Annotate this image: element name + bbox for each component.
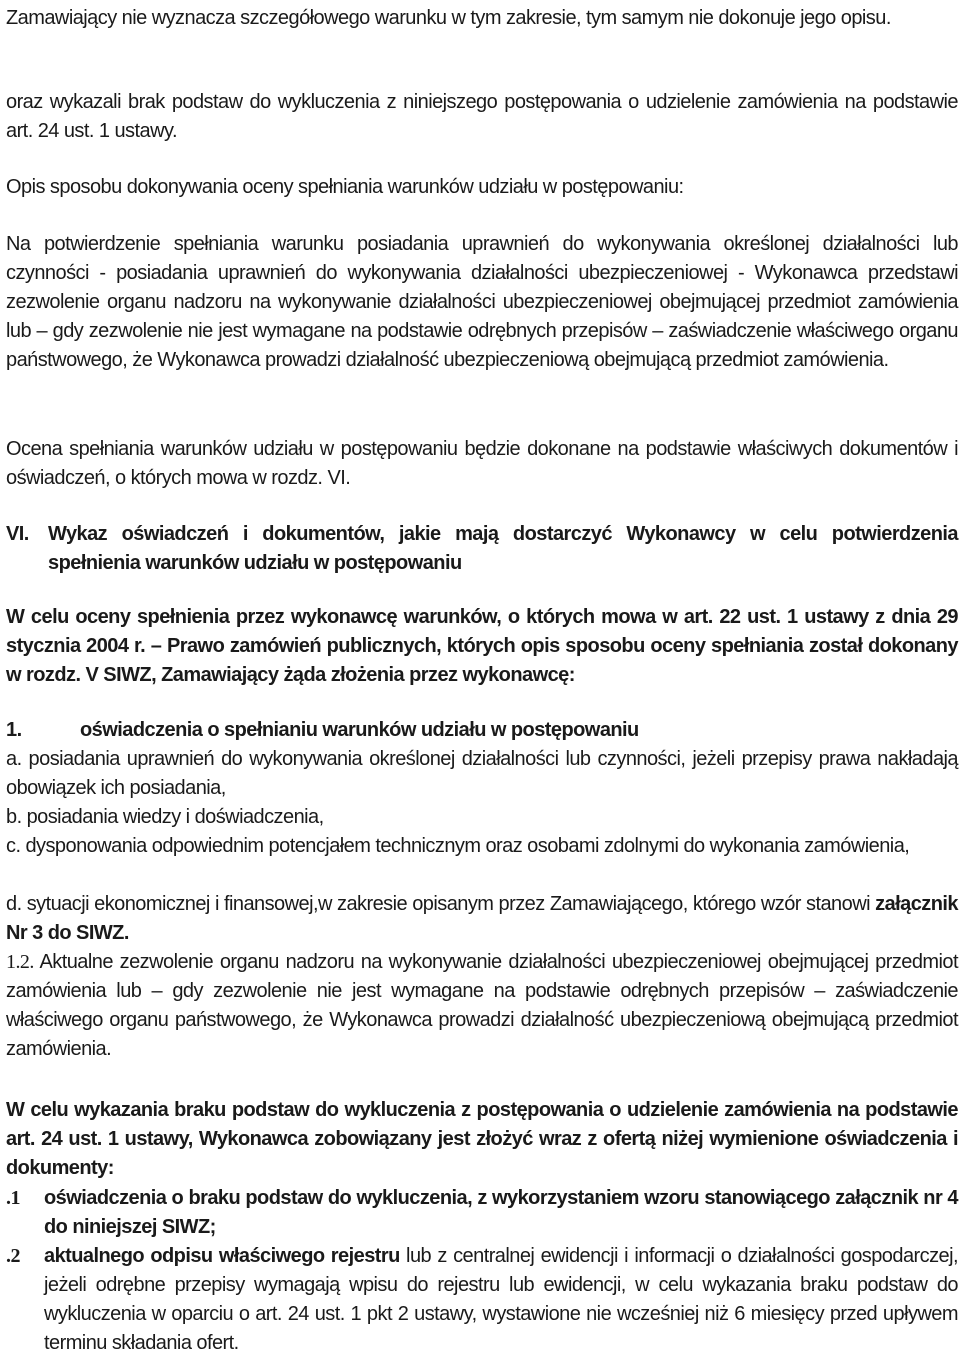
- paragraph-required-documents-intro: W celu oceny spełnienia przez wykonawcę warunków, o których mowa w art. 22 ust. 1 ustawy z dnia 29 stycznia 2004 r. – Prawo zamówień publicznych, których opis sposobu oceny spełniania został dokonany w rozdz. V SIWZ, Zamawiający żąda złożenia przez wykonawcę:: [6, 606, 958, 686]
- list-item-number: 1.2.: [6, 951, 34, 973]
- exclusion-list-item: [6, 1242, 958, 1358]
- list-item-rest-text: lub z centralnej ewidencji i informacji o działalności gospodarczej, jeżeli odrębne przepisy wymagają wpisu do rejestru lub ewidencji, w celu wykazania braku podstaw do wykluczenia w oparciu o art. 24 ust. 1 pkt 2 ustawy, wystawione nie wcześniej niż 6 miesięcy przed upływem terminu składania ofert.: [44, 1245, 958, 1354]
- list-subitem-b: b. posiadania wiedzy i doświadczenia,: [6, 806, 324, 828]
- list-subitem-a: a. posiadania uprawnień do wykonywania określonej działalności lub czynności, jeżeli przepisy prawa nakładają obowiązek ich posiadania,: [6, 748, 958, 799]
- list-item-number: 1.: [6, 719, 22, 741]
- paragraph-requirement-note: Zamawiający nie wyznacza szczegółowego warunku w tym zakresie, tym samym nie dokonuje jego opisu.: [6, 7, 891, 29]
- list-item-bold-text: aktualnego odpisu właściwego rejestru: [44, 1245, 400, 1267]
- paragraph-exclusion-basis: oraz wykazali brak podstaw do wykluczenia z niniejszego postępowania o udzielenie zamówienia na podstawie art. 24 ust. 1 ustawy.: [6, 91, 958, 142]
- list-item-number: .2: [6, 1245, 20, 1267]
- section-title: Wykaz oświadczeń i dokumentów, jakie mają dostarczyć Wykonawcy w celu potwierdzenia spełnienia warunków udziału w postępowaniu: [48, 523, 958, 574]
- list-subitem-c: c. dysponowania odpowiednim potencjałem technicznym oraz osobami zdolnymi do wykonania zamówienia,: [6, 835, 910, 857]
- list-item-number: .1: [6, 1187, 20, 1209]
- list-subitem-d: [6, 890, 958, 948]
- paragraph-heading-assessment: Opis sposobu dokonywania oceny spełniania warunków udziału w postępowaniu:: [6, 176, 684, 198]
- list-item-title: oświadczenia o spełnianiu warunków udziału w postępowaniu: [80, 719, 639, 741]
- list-item-1-2: [6, 948, 958, 1064]
- list-item-text: Aktualne zezwolenie organu nadzoru na wykonywanie działalności ubezpieczeniowej obejmującej przedmiot zamówienia lub – gdy zezwolenie nie jest wymagane na podstawie odrębnych przepisów – zaświadczenie właściwego organu państwowego, że Wykonawca prowadzi działalność ubezpieczeniową obejmującą przedmiot zamówienia.: [6, 951, 958, 1060]
- section-vi-heading: [6, 520, 958, 578]
- list-item-text: [44, 1184, 958, 1242]
- section-number: VI.: [6, 523, 29, 545]
- list-subitem-d-attachment: załącznik Nr 3 do SIWZ.: [6, 893, 958, 944]
- exclusion-list-item: [6, 1184, 958, 1242]
- list-item-text: [44, 1242, 958, 1358]
- list-subitem-d-text: d. sytuacji ekonomicznej i finansowej,w zakresie opisanym przez Zamawiającego, którego wzór stanowi: [6, 893, 870, 915]
- paragraph-license-confirmation: Na potwierdzenie spełniania warunku posiadania uprawnień do wykonywania określonej działalności lub czynności - posiadania uprawnień do wykonywania działalności ubezpieczeniowej - Wykonawca przedstawi zezwolenie organu nadzoru na wykonywanie działalności ubezpieczeniowej obejmującej przedmiot zamówienia lub – gdy zezwolenie nie jest wymagane na podstawie odrębnych przepisów – zaświadczenie właściwego organu państwowego, że Wykonawca prowadzi działalność ubezpieczeniową obejmującą przedmiot zamówienia.: [6, 233, 958, 371]
- paragraph-exclusion-documents-intro: W celu wykazania braku podstaw do wykluczenia z postępowania o udzielenie zamówienia na podstawie art. 24 ust. 1 ustawy, Wykonawca zobowiązany jest złożyć wraz z ofertą niżej wymienione oświadczenia i dokumenty:: [6, 1099, 958, 1179]
- list-item-bold-text: oświadczenia o braku podstaw do wykluczenia, z wykorzystaniem wzoru stanowiącego załącznik nr 4 do niniejszej SIWZ;: [44, 1187, 958, 1238]
- paragraph-assessment-basis: Ocena spełniania warunków udziału w postępowaniu będzie dokonane na podstawie właściwych dokumentów i oświadczeń, o których mowa w rozdz. VI.: [6, 438, 958, 489]
- list-item-1-heading: [6, 716, 958, 745]
